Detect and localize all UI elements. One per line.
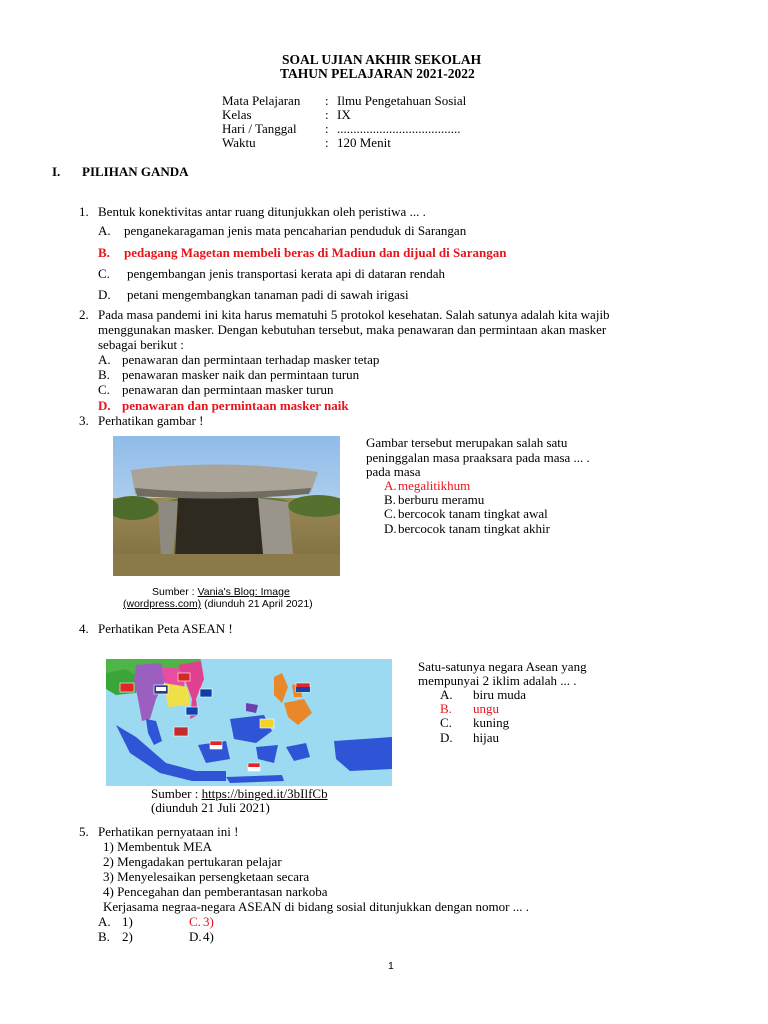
question-text: Perhatikan gambar !	[98, 413, 204, 428]
option-letter: A.	[440, 687, 453, 702]
caption-link[interactable]: Vania's Blog: Image	[197, 586, 290, 598]
option-text: penawaran dan permintaan masker turun	[122, 382, 334, 397]
option-text: biru muda	[473, 687, 527, 702]
meta-sep: :	[325, 121, 329, 136]
caption-suffix: (diunduh 21 April 2021)	[201, 598, 313, 610]
meta-value: ......................................	[337, 121, 461, 136]
option-letter-answer: B.	[440, 701, 452, 716]
option-text-answer: ungu	[473, 701, 499, 716]
q3-desc-line: pada masa	[366, 464, 421, 479]
q3-desc-line: peninggalan masa praaksara pada masa ... .	[366, 450, 590, 465]
option-letter: A.	[98, 914, 111, 929]
meta-label: Waktu	[222, 135, 256, 150]
option-text: 1)	[122, 914, 133, 929]
question-text: Perhatikan Peta ASEAN !	[98, 621, 233, 636]
question-number: 5.	[79, 824, 89, 839]
option-text: bercocok tanam tingkat akhir	[398, 521, 550, 536]
meta-value: IX	[337, 107, 351, 122]
option-letter: A.	[98, 223, 111, 238]
meta-value: 120 Menit	[337, 135, 391, 150]
dolmen-photo	[113, 436, 340, 576]
option-text: 2)	[122, 929, 133, 944]
q4-desc-line: mempunyai 2 iklim adalah ... .	[418, 673, 577, 688]
section-title: PILIHAN GANDA	[82, 164, 189, 179]
section-number: I.	[52, 164, 61, 179]
source-link[interactable]: https://binged.it/3bIlfCb	[201, 786, 328, 801]
meta-sep: :	[325, 93, 329, 108]
option-letter-answer: B.	[98, 245, 110, 260]
option-letter: C.	[440, 715, 452, 730]
image-caption	[152, 586, 290, 598]
question-text: Perhatikan pernyataan ini !	[98, 824, 239, 839]
option-letter: C.	[98, 382, 110, 397]
question-number: 4.	[79, 621, 89, 636]
option-letter: D.	[189, 929, 202, 944]
image-caption-line2	[123, 598, 313, 610]
meta-sep: :	[325, 107, 329, 122]
question-text-line: menggunakan masker. Dengan kebutuhan tersebut, maka penawaran dan permintaan akan masker	[98, 322, 607, 337]
option-text: bercocok tanam tingkat awal	[398, 506, 548, 521]
statement-item: 2) Mengadakan pertukaran pelajar	[103, 854, 282, 869]
option-text: kuning	[473, 715, 510, 730]
question-number: 3.	[79, 413, 89, 428]
meta-label: Hari / Tanggal	[222, 121, 297, 136]
doc-title-line1: SOAL UJIAN AKHIR SEKOLAH	[282, 52, 482, 67]
option-letter: D.	[440, 730, 453, 745]
option-letter: D.	[98, 287, 111, 302]
option-text: 4)	[203, 929, 214, 944]
meta-value: Ilmu Pengetahuan Sosial	[337, 93, 467, 108]
option-letter: B.	[384, 492, 396, 507]
option-text-answer: penawaran dan permintaan masker naik	[122, 398, 349, 413]
question-prompt: Kerjasama negraa-negara ASEAN di bidang sosial ditunjukkan dengan nomor ... .	[103, 899, 529, 914]
option-text: penawaran masker naik dan permintaan turun	[122, 367, 360, 382]
option-text-answer: megalitikhum	[398, 478, 471, 493]
caption-link[interactable]: (wordpress.com)	[123, 598, 202, 610]
option-letter: B.	[98, 929, 110, 944]
option-letter: C.	[384, 506, 396, 521]
option-letter: C.	[98, 266, 110, 281]
q4-desc-line: Satu-satunya negara Asean yang	[418, 659, 587, 674]
page-number: 1	[388, 960, 394, 972]
statement-item: 3) Menyelesaikan persengketaan secara	[103, 869, 310, 884]
question-number: 1.	[79, 204, 89, 219]
meta-sep: :	[325, 135, 329, 150]
option-text: hijau	[473, 730, 499, 745]
caption-prefix: Sumber :	[152, 586, 198, 598]
option-text: penawaran dan permintaan terhadap masker tetap	[122, 352, 380, 367]
option-letter: D.	[384, 521, 397, 536]
source-prefix: Sumber :	[151, 786, 202, 801]
q3-desc-line: Gambar tersebut merupakan salah satu	[366, 435, 568, 450]
option-text: pengembangan jenis transportasi kerata api di dataran rendah	[127, 266, 446, 281]
question-text-line: sebagai berikut :	[98, 337, 184, 352]
option-text-answer: pedagang Magetan membeli beras di Madiun dan dijual di Sarangan	[124, 245, 507, 260]
option-text: petani mengembangkan tanaman padi di sawah irigasi	[127, 287, 409, 302]
option-text: penganekaragaman jenis mata pencaharian penduduk di Sarangan	[124, 223, 467, 238]
option-letter-answer: C.	[189, 914, 201, 929]
question-text-line: Pada masa pandemi ini kita harus mematuhi 5 protokol kesehatan. Salah satunya adalah kita wajib	[98, 307, 610, 322]
meta-label: Kelas	[222, 107, 252, 122]
asean-map	[106, 659, 392, 786]
doc-title-line2: TAHUN PELAJARAN 2021-2022	[280, 66, 475, 81]
statement-item: 4) Pencegahan dan pemberantasan narkoba	[103, 884, 328, 899]
option-text: berburu meramu	[398, 492, 485, 507]
meta-label: Mata Pelajaran	[222, 93, 301, 108]
option-letter: A.	[98, 352, 111, 367]
option-letter: B.	[98, 367, 110, 382]
map-source-date: (diunduh 21 Juli 2021)	[151, 800, 270, 815]
option-letter-answer: A.	[384, 478, 397, 493]
question-text: Bentuk konektivitas antar ruang ditunjukkan oleh peristiwa ... .	[98, 204, 426, 219]
option-letter-answer: D.	[98, 398, 111, 413]
statement-item: 1) Membentuk MEA	[103, 839, 213, 854]
question-number: 2.	[79, 307, 89, 322]
option-text-answer: 3)	[203, 914, 214, 929]
